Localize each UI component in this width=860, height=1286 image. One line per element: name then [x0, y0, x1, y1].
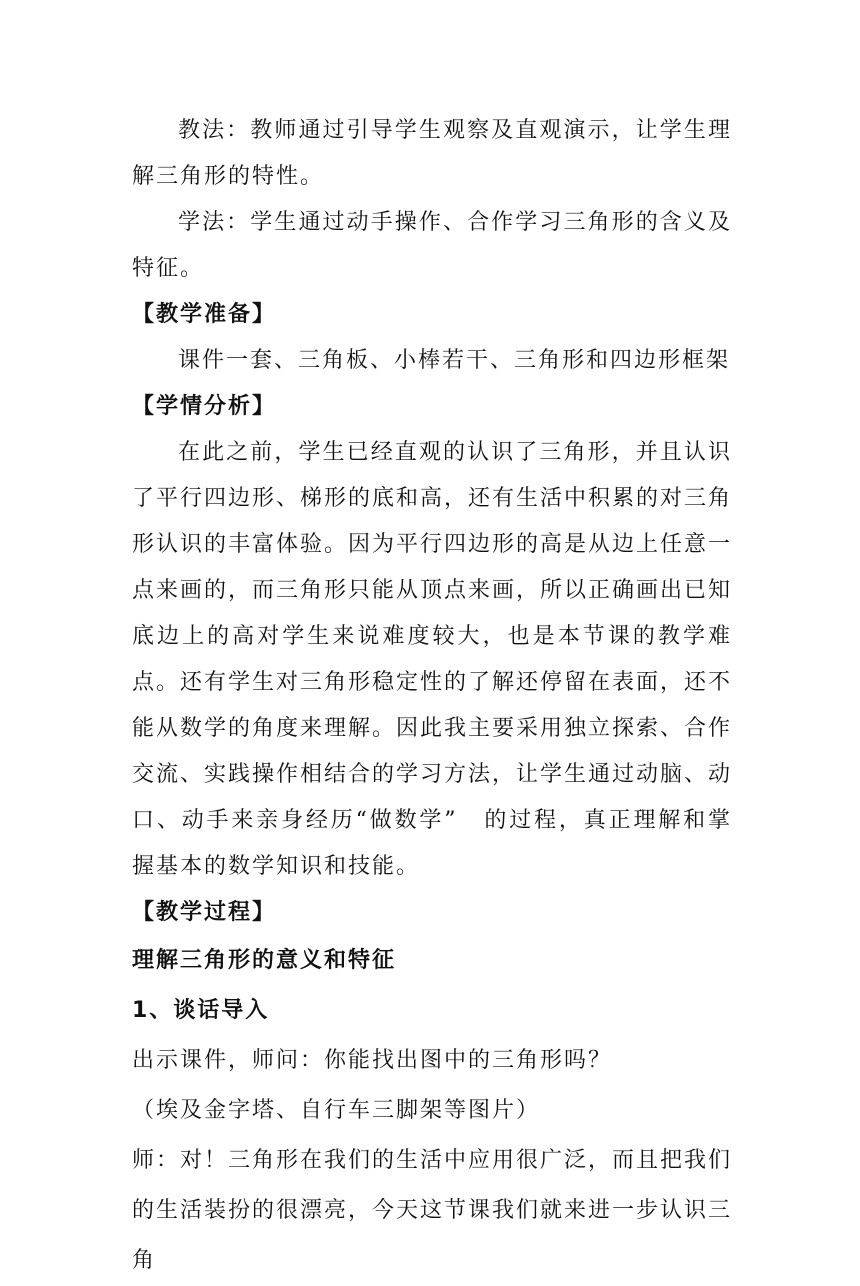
analysis-heading: 【学情分析】	[132, 394, 277, 419]
process-heading: 【教学过程】	[132, 900, 277, 925]
pictures-line: （埃及金字塔、自行车三脚架等图片）	[132, 1098, 541, 1123]
analysis-text-part-1: 在此之前，学生已经直观的认识了三角形，并且认识了平行四边形、梯形的底和高，还有生活中积累的对三角形认识的丰富体验。因为平行四边形的高是从边上任意一点来画的，而三角形只能从顶点来画，所以正确画出已知底边上的高对学生来说难度较大，也是本节课的教学难点。还有学生对三角形稳定性的了解还停留在表面，还不能从数学的角度来理解。因此我主要采用独立探索、合作交流、实践操作相结合的学习方法，让学生通过动脑、动口、动手来亲身经历“做数学”	[132, 440, 733, 833]
step-1-title: 1、谈话导入	[132, 998, 270, 1023]
teacher-line: 师：对！三角形在我们的生活中应用很广泛，而且把我们的生活装扮的很漂亮，今天这节课我们就来进一步认识三角	[132, 1148, 733, 1273]
section-title: 理解三角形的意义和特征	[132, 948, 397, 973]
analysis-paragraph	[132, 430, 732, 890]
learning-method-paragraph: 学法：学生通过动手操作、合作学习三角形的含义及特征。	[132, 210, 732, 281]
analysis-text-part-2: 的过程，真正理解和掌握基本的数学知识和技能。	[132, 808, 732, 879]
preparation-text: 课件一套、三角板、小棒若干、三角形和四边形框架	[178, 348, 731, 373]
document-page	[132, 108, 732, 1286]
courseware-line: 出示课件，师问：你能找出图中的三角形吗？	[132, 1048, 613, 1073]
teaching-method-paragraph: 教法：教师通过引导学生观察及直观演示，让学生理解三角形的特性。	[132, 118, 732, 189]
preparation-heading: 【教学准备】	[132, 302, 277, 327]
